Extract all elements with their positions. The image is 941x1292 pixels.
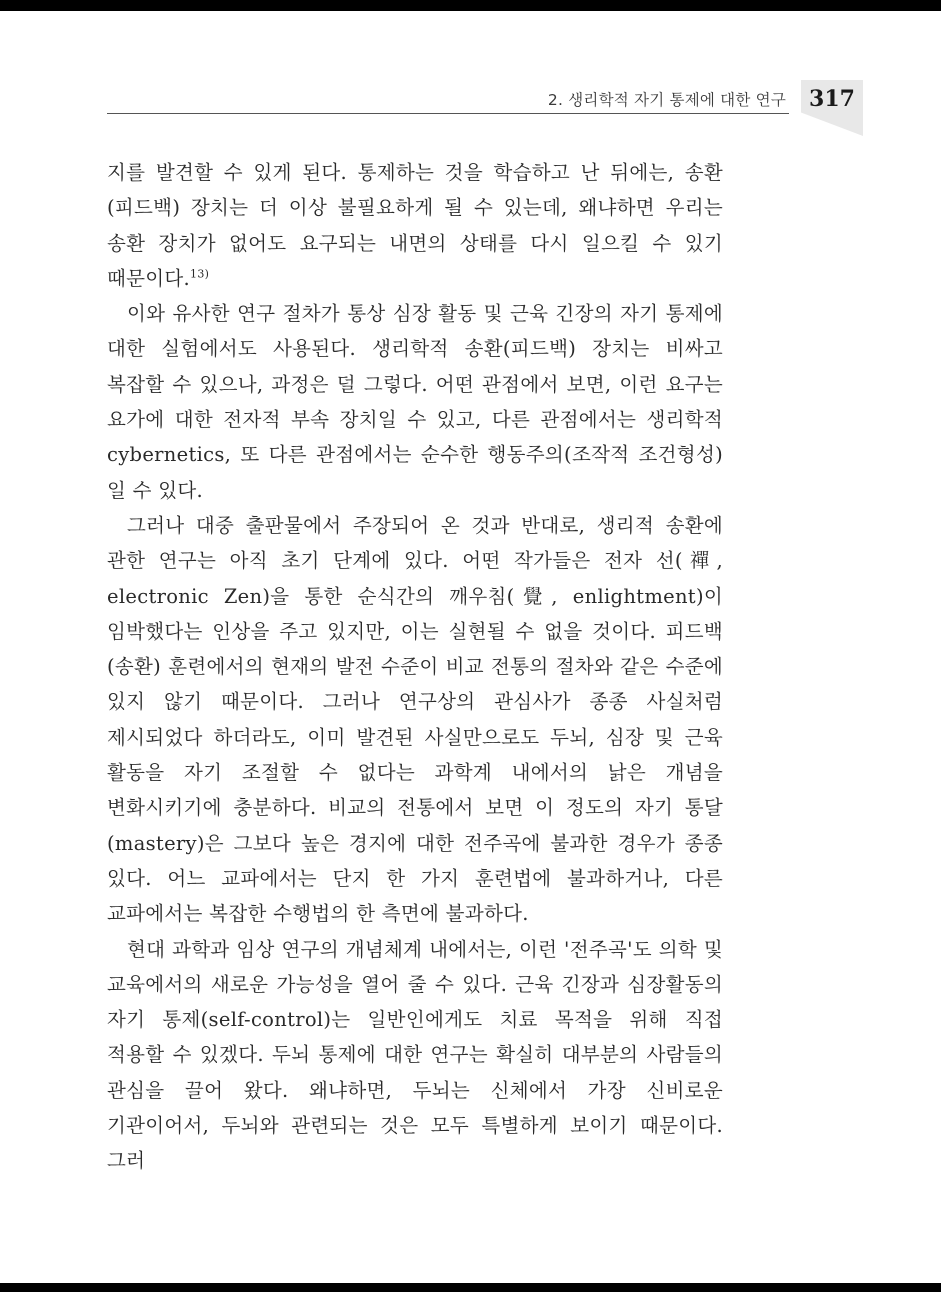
bottom-border-bar	[0, 1283, 941, 1292]
top-border-bar	[0, 0, 941, 11]
footnote-reference[interactable]: 13)	[190, 267, 210, 281]
paragraph-3: 그러나 대중 출판물에서 주장되어 온 것과 반대로, 생리적 송환에 관한 연구는 아직 초기 단계에 있다. 어떤 작가들은 전자 선(禪, electronic Zen)을 통한 순식간의 깨우침(覺, enlightment)이 임박했다는 인상을 주고 있지만, 이는 실현될 수 없을 것이다. 피드백(송환) 훈련에서의 현재의 발전 수준이 비교 전통의 절차와 같은 수준에 있지 않기 때문이다. 그러나 연구상의 관심사가 종종 사실처럼 제시되었다 하더라도, 이미 발견된 사실만으로도 두뇌, 심장 및 근육 활동을 자기 조절할 수 없다는 과학계 내에서의 낡은 개념을 변화시키기에 충분하다. 비교의 전통에서 보면 이 정도의 자기 통달(mastery)은 그보다 높은 경지에 대한 전주곡에 불과한 경우가 종종 있다. 어느 교파에서는 단지 한 가지 훈련법에 불과하거나, 다른 교파에서는 복잡한 수행법의 한 측면에 불과하다.	[107, 513, 723, 926]
header-rule	[107, 113, 789, 114]
page-number: 317	[809, 86, 855, 112]
paragraph-4: 현대 과학과 임상 연구의 개념체계 내에서는, 이런 '전주곡'도 의학 및 교육에서의 새로운 가능성을 열어 줄 수 있다. 근육 긴장과 심장활동의 자기 통제(self-control)는 일반인에게도 치료 목적을 위해 직접 적용할 수 있겠다. 두뇌 통제에 대한 연구는 확실히 대부분의 사람들의 관심을 끌어 왔다. 왜냐하면, 두뇌는 신체에서 가장 신비로운 기관이어서, 두뇌와 관련되는 것은 모두 특별하게 보이기 때문이다. 그러	[107, 937, 723, 1173]
running-head: 2. 생리학적 자기 통제에 대한 연구	[547, 91, 786, 109]
paragraph-1	[107, 155, 723, 296]
paragraph-1-text: 지를 발견할 수 있게 된다. 통제하는 것을 학습하고 난 뒤에는, 송환(피드백) 장치는 더 이상 불필요하게 될 수 있는데, 왜냐하면 우리는 송환 장치가 없어도 요구되는 내면의 상태를 다시 일으킬 수 있기 때문이다.	[107, 161, 723, 290]
paragraph-2: 이와 유사한 연구 절차가 통상 심장 활동 및 근육 긴장의 자기 통제에 대한 실험에서도 사용된다. 생리학적 송환(피드백) 장치는 비싸고 복잡할 수 있으나, 과정은 덜 그렇다. 어떤 관점에서 보면, 이런 요구는 요가에 대한 전자적 부속 장치일 수 있고, 다른 관점에서는 생리학적 cybernetics, 또 다른 관점에서는 순수한 행동주의(조작적 조건형성)일 수 있다.	[107, 302, 723, 502]
body-text	[107, 155, 723, 1179]
